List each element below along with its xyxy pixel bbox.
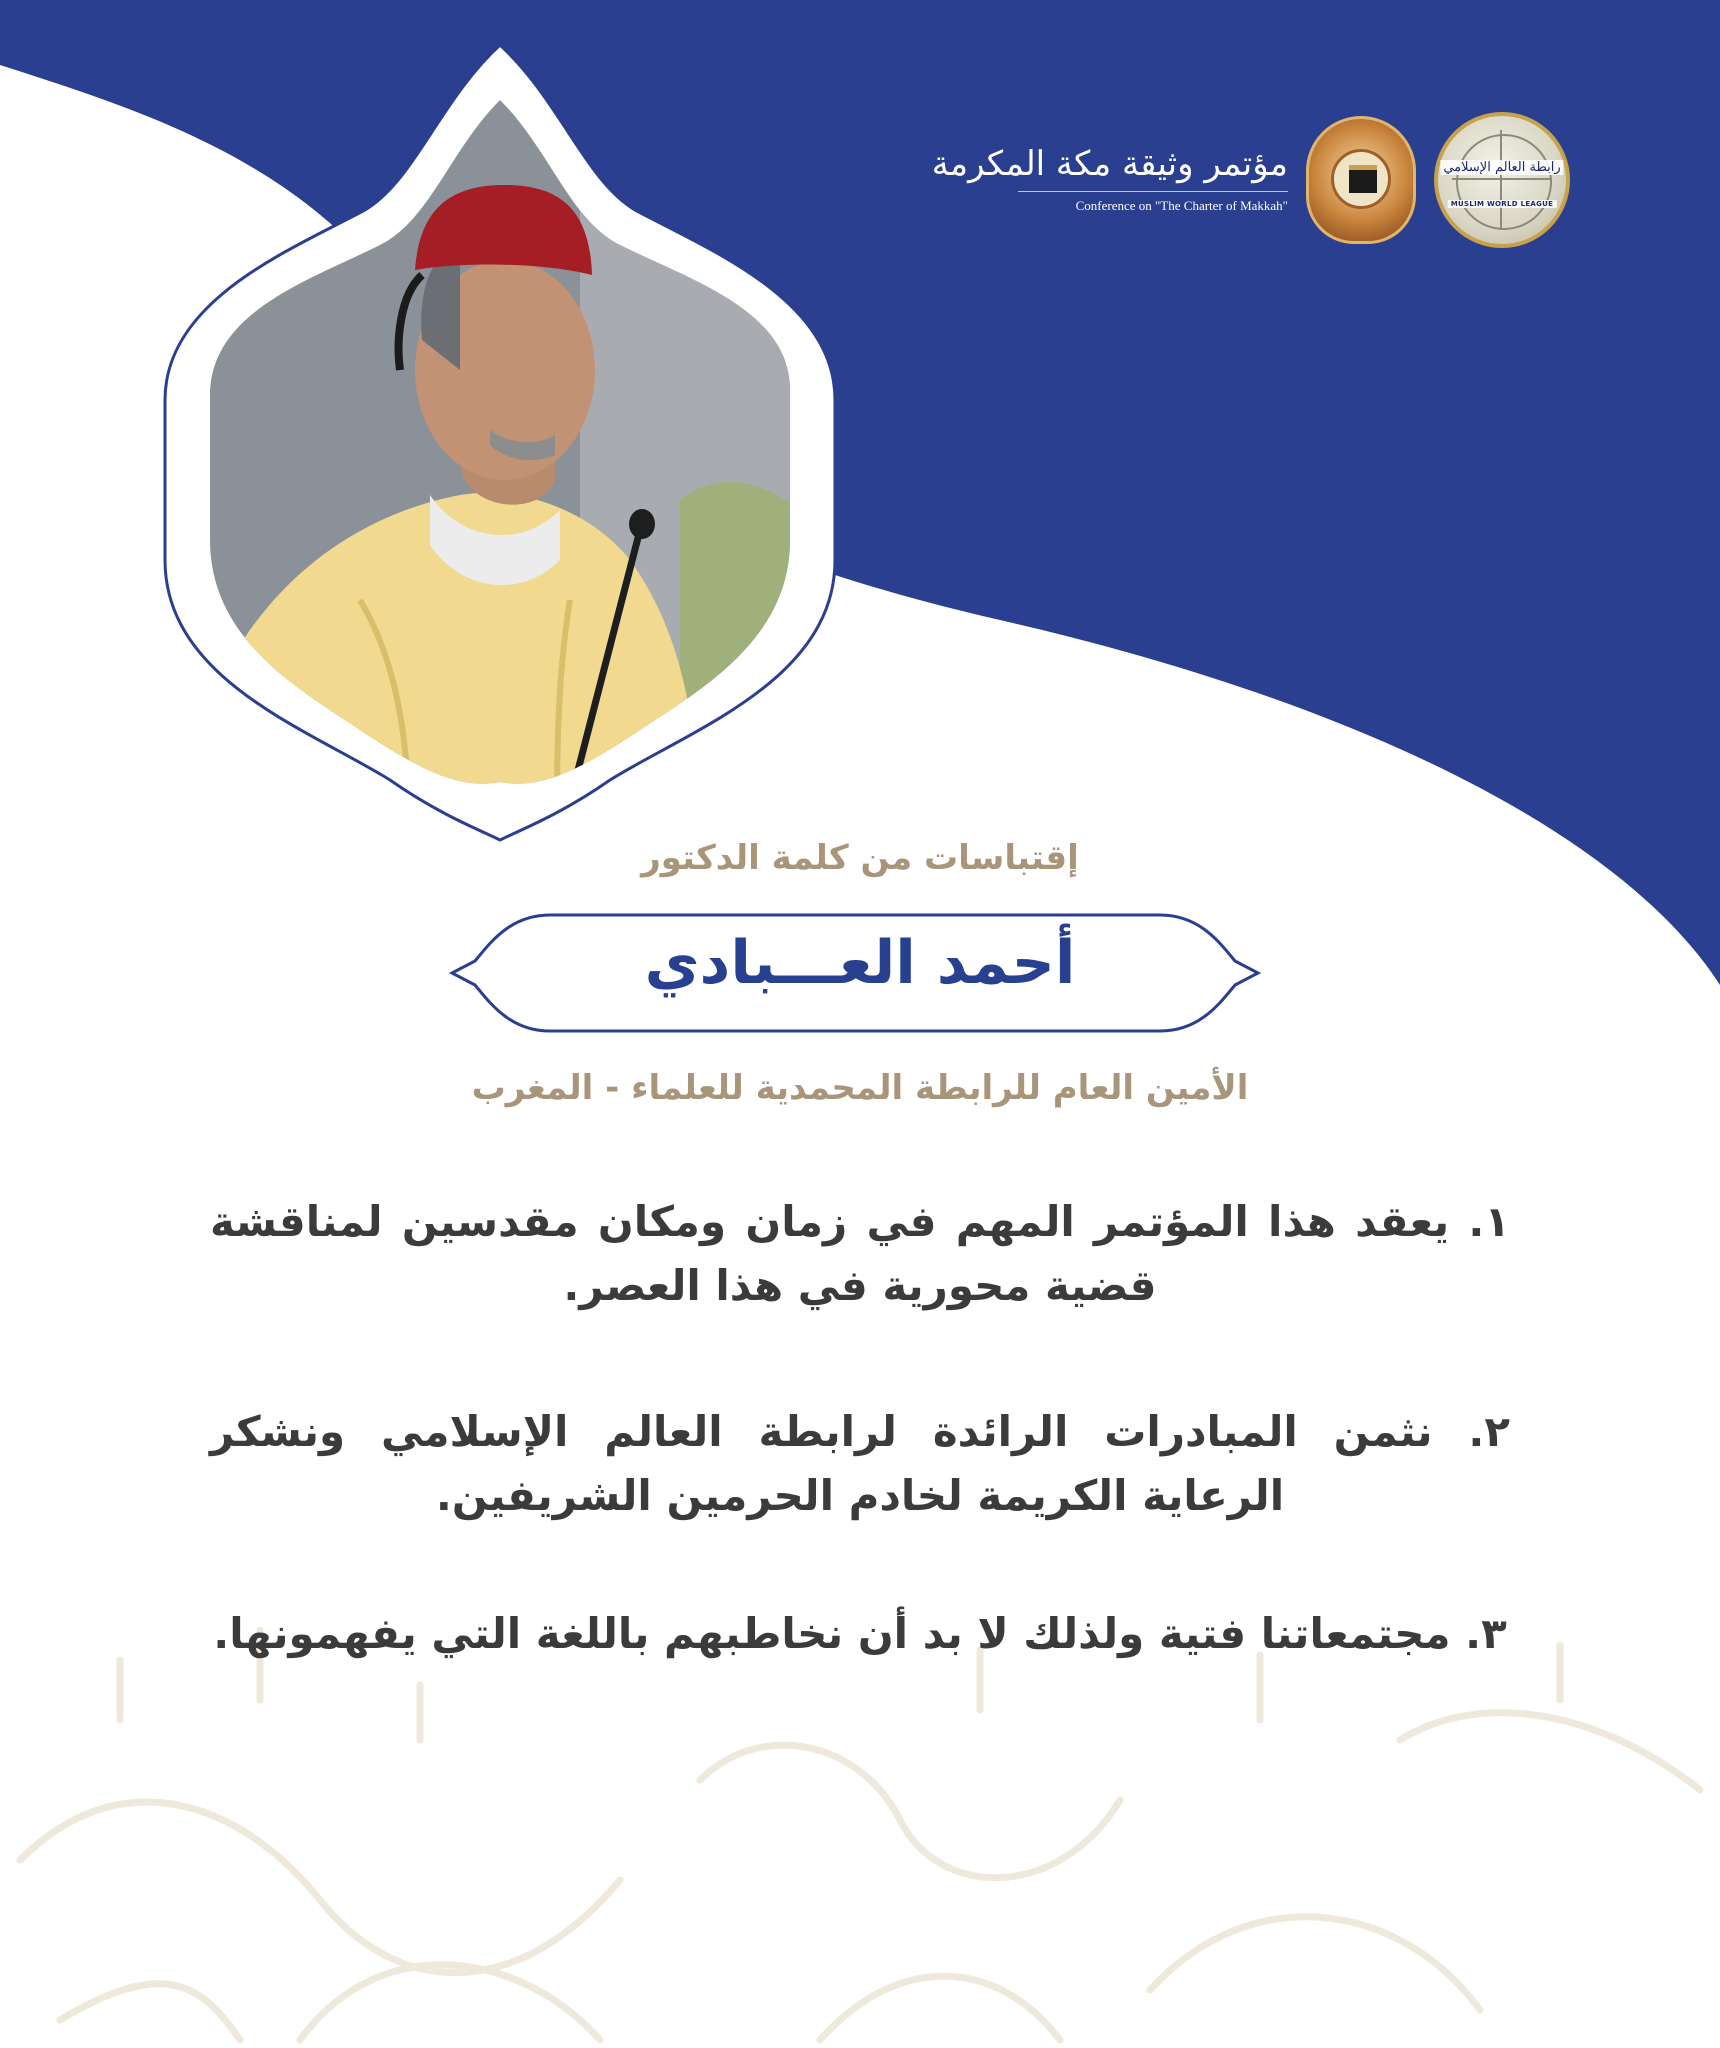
quotes-kicker: إقتباسات من كلمة الدكتور [641, 838, 1079, 878]
globe-equator [1452, 178, 1552, 180]
quote-item: ٢. نثمن المبادرات الرائدة لرابطة العالم الإسلامي ونشكر الرعاية الكريمة لخادم الحرمين الشريفين. [210, 1407, 1510, 1520]
muslim-world-league-logo [1434, 112, 1570, 248]
logo-bar [932, 112, 1570, 248]
kaaba-icon [1306, 116, 1416, 244]
speaker-title: الأمين العام للرابطة المحمدية للعلماء - المغرب [471, 1068, 1249, 1108]
calligraphy-watermark [20, 1630, 1700, 2040]
quote-item: ٣. مجتمعاتنا فتية ولذلك لا بد أن نخاطبهم باللغة التي يفهمونها. [213, 1609, 1507, 1658]
kaaba-cube [1349, 165, 1377, 193]
charter-logo-english: Conference on "The Charter of Makkah" [1075, 198, 1288, 214]
mwl-logo-arabic: رابطة العالم الإسلامي [1440, 160, 1563, 175]
speaker-photo-frame [160, 40, 840, 850]
quote-item: ١. يعقد هذا المؤتمر المهم في زمان ومكان مقدسين لمناقشة قضية محورية في هذا العصر. [210, 1197, 1510, 1310]
charter-of-makkah-logo [931, 143, 1288, 214]
quotes-list [210, 1190, 1510, 1666]
mwl-logo-english: MUSLIM WORLD LEAGUE [1448, 200, 1557, 208]
globe-meridian [1500, 130, 1502, 230]
charter-logo-arabic: مؤتمر وثيقة مكة المكرمة [931, 143, 1288, 184]
globe-icon [1456, 134, 1552, 230]
charter-logo-divider [1018, 191, 1288, 192]
speaker-portrait [160, 40, 840, 850]
speaker-name: أحمد العـــبادي [644, 928, 1076, 998]
